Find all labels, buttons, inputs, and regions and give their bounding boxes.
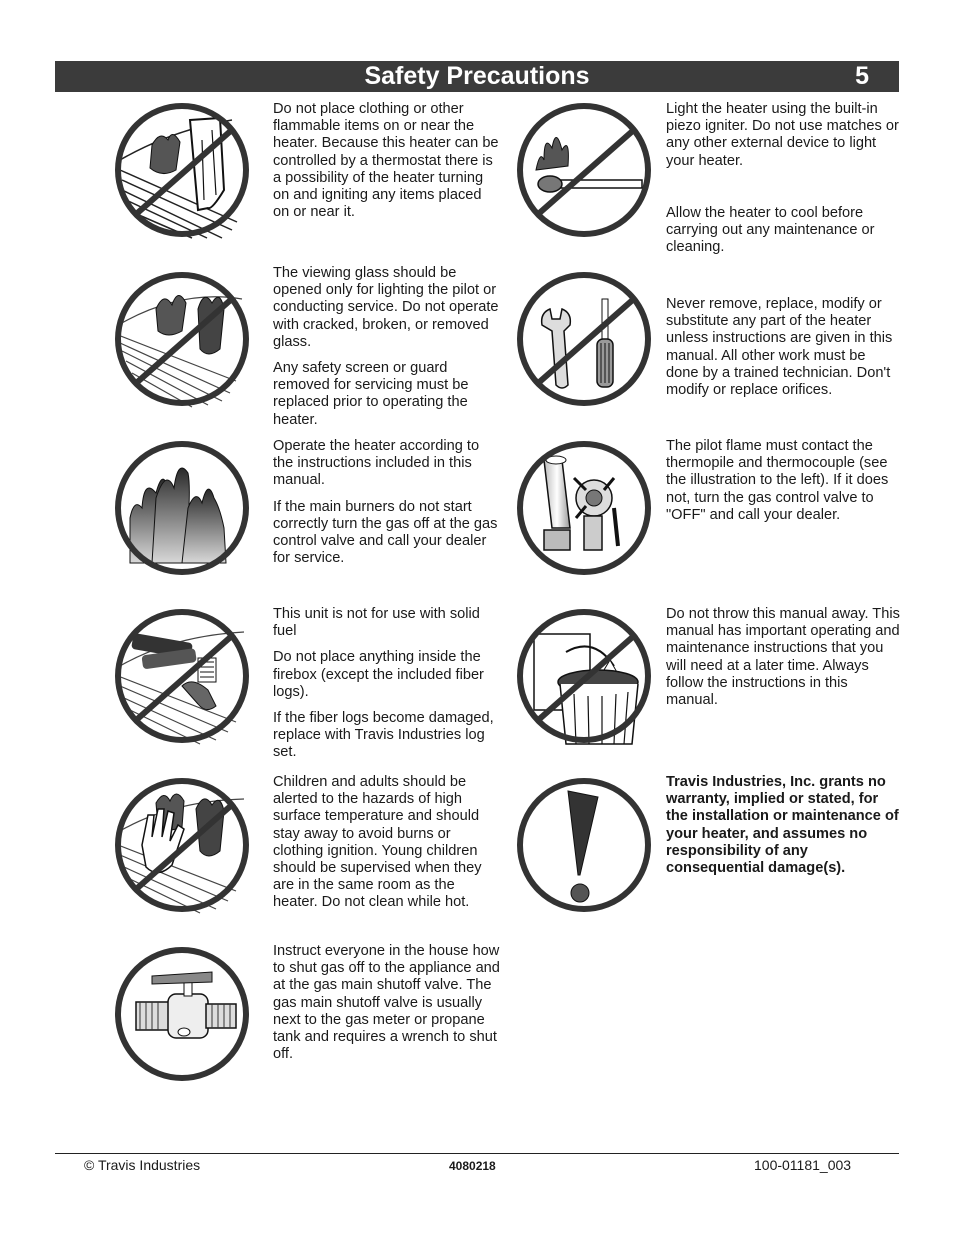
paragraph: Do not place anything inside the firebox (except the included fiber logs). bbox=[273, 649, 484, 700]
fire-icon bbox=[112, 438, 252, 578]
paragraph: If the fiber logs become damaged, replace with Travis Industries log set. bbox=[273, 710, 494, 761]
no-flammables-icon bbox=[112, 100, 252, 240]
footer-divider bbox=[55, 1153, 899, 1154]
paragraph: Light the heater using the built-in piezo igniter. Do not use matches or any other external device to light your heater. bbox=[666, 101, 899, 169]
paragraph: The viewing glass should be opened only for lighting the pilot or conducting service. Do not operate with cracked, broken, or removed glass. bbox=[273, 265, 499, 350]
no-tools-icon bbox=[514, 269, 654, 409]
paragraph: Children and adults should be alerted to the hazards of high surface temperature and should stay away to avoid burns or clothing ignition. Young children should be supervised when they are in the same room as the heater. Do not clean while hot. bbox=[273, 774, 482, 911]
no-solid-fuel-icon bbox=[112, 606, 252, 746]
paragraph: Operate the heater according to the instructions included in this manual. bbox=[273, 438, 480, 489]
gas-valve-icon bbox=[112, 944, 252, 1084]
text-solid-fuel bbox=[273, 606, 501, 771]
text-operate bbox=[273, 438, 501, 576]
no-discard-manual-icon bbox=[514, 606, 654, 746]
page-header bbox=[55, 61, 899, 92]
paragraph: The pilot flame must contact the thermopile and thermocouple (see the illustration to the left). If it does not, turn the gas control valve to "OFF" and call your dealer. bbox=[666, 438, 889, 523]
paragraph: Travis Industries, Inc. grants no warranty, implied or stated, for the installation or maintenance of your heater, and assumes no responsibility of any consequential damage(s). bbox=[666, 774, 899, 877]
text-modify bbox=[666, 296, 900, 408]
no-broken-glass-icon bbox=[112, 269, 252, 409]
no-matches-icon bbox=[514, 100, 654, 240]
text-viewing-glass bbox=[273, 265, 501, 438]
text-cool-heater bbox=[666, 205, 900, 266]
pilot-assembly-icon bbox=[514, 438, 654, 578]
text-warranty bbox=[666, 774, 900, 886]
paragraph: If the main burners do not start correctly turn the gas off at the gas control valve and call your dealer for service. bbox=[273, 498, 498, 567]
text-clothing bbox=[273, 101, 501, 230]
paragraph: This unit is not for use with solid fuel bbox=[273, 606, 480, 640]
page-number: 5 bbox=[855, 62, 869, 90]
text-children bbox=[273, 774, 501, 921]
text-light-heater bbox=[666, 101, 900, 179]
no-touch-hot-icon bbox=[112, 775, 252, 915]
footer-copyright: © Travis Industries bbox=[84, 1157, 201, 1173]
paragraph: Do not throw this manual away. This manual has important operating and maintenance instructions that you will need at a later time. Always follow the instructions in this manual. bbox=[666, 606, 900, 709]
text-pilot bbox=[666, 438, 900, 533]
paragraph: Do not place clothing or other flammable items on or near the heater. Because this heater can be controlled by a thermostat there is a possibility of the heater turning on and igniting any items placed on or near it. bbox=[273, 101, 499, 221]
paragraph: Never remove, replace, modify or substitute any part of the heater unless instructions are given in this manual. All other work must be done by a trained technician. Don't modify or replace orifices. bbox=[666, 296, 893, 399]
footer-part-number: 100-01181_003 bbox=[754, 1157, 852, 1173]
text-manual bbox=[666, 606, 900, 718]
paragraph: Allow the heater to cool before carrying out any maintenance or cleaning. bbox=[666, 205, 875, 256]
page-title: Safety Precautions bbox=[364, 62, 590, 90]
paragraph: Any safety screen or guard removed for servicing must be replaced prior to operating the heater. bbox=[273, 360, 469, 428]
warning-exclamation-icon bbox=[514, 775, 654, 915]
text-shutoff bbox=[273, 943, 501, 1072]
paragraph: Instruct everyone in the house how to shut gas off to the appliance and at the gas main shutoff valve. The gas main shutoff valve is usually next to the gas meter or propane tank and requires a wrench to shut off. bbox=[273, 943, 500, 1063]
footer-doc-code: 4080218 bbox=[449, 1159, 496, 1173]
